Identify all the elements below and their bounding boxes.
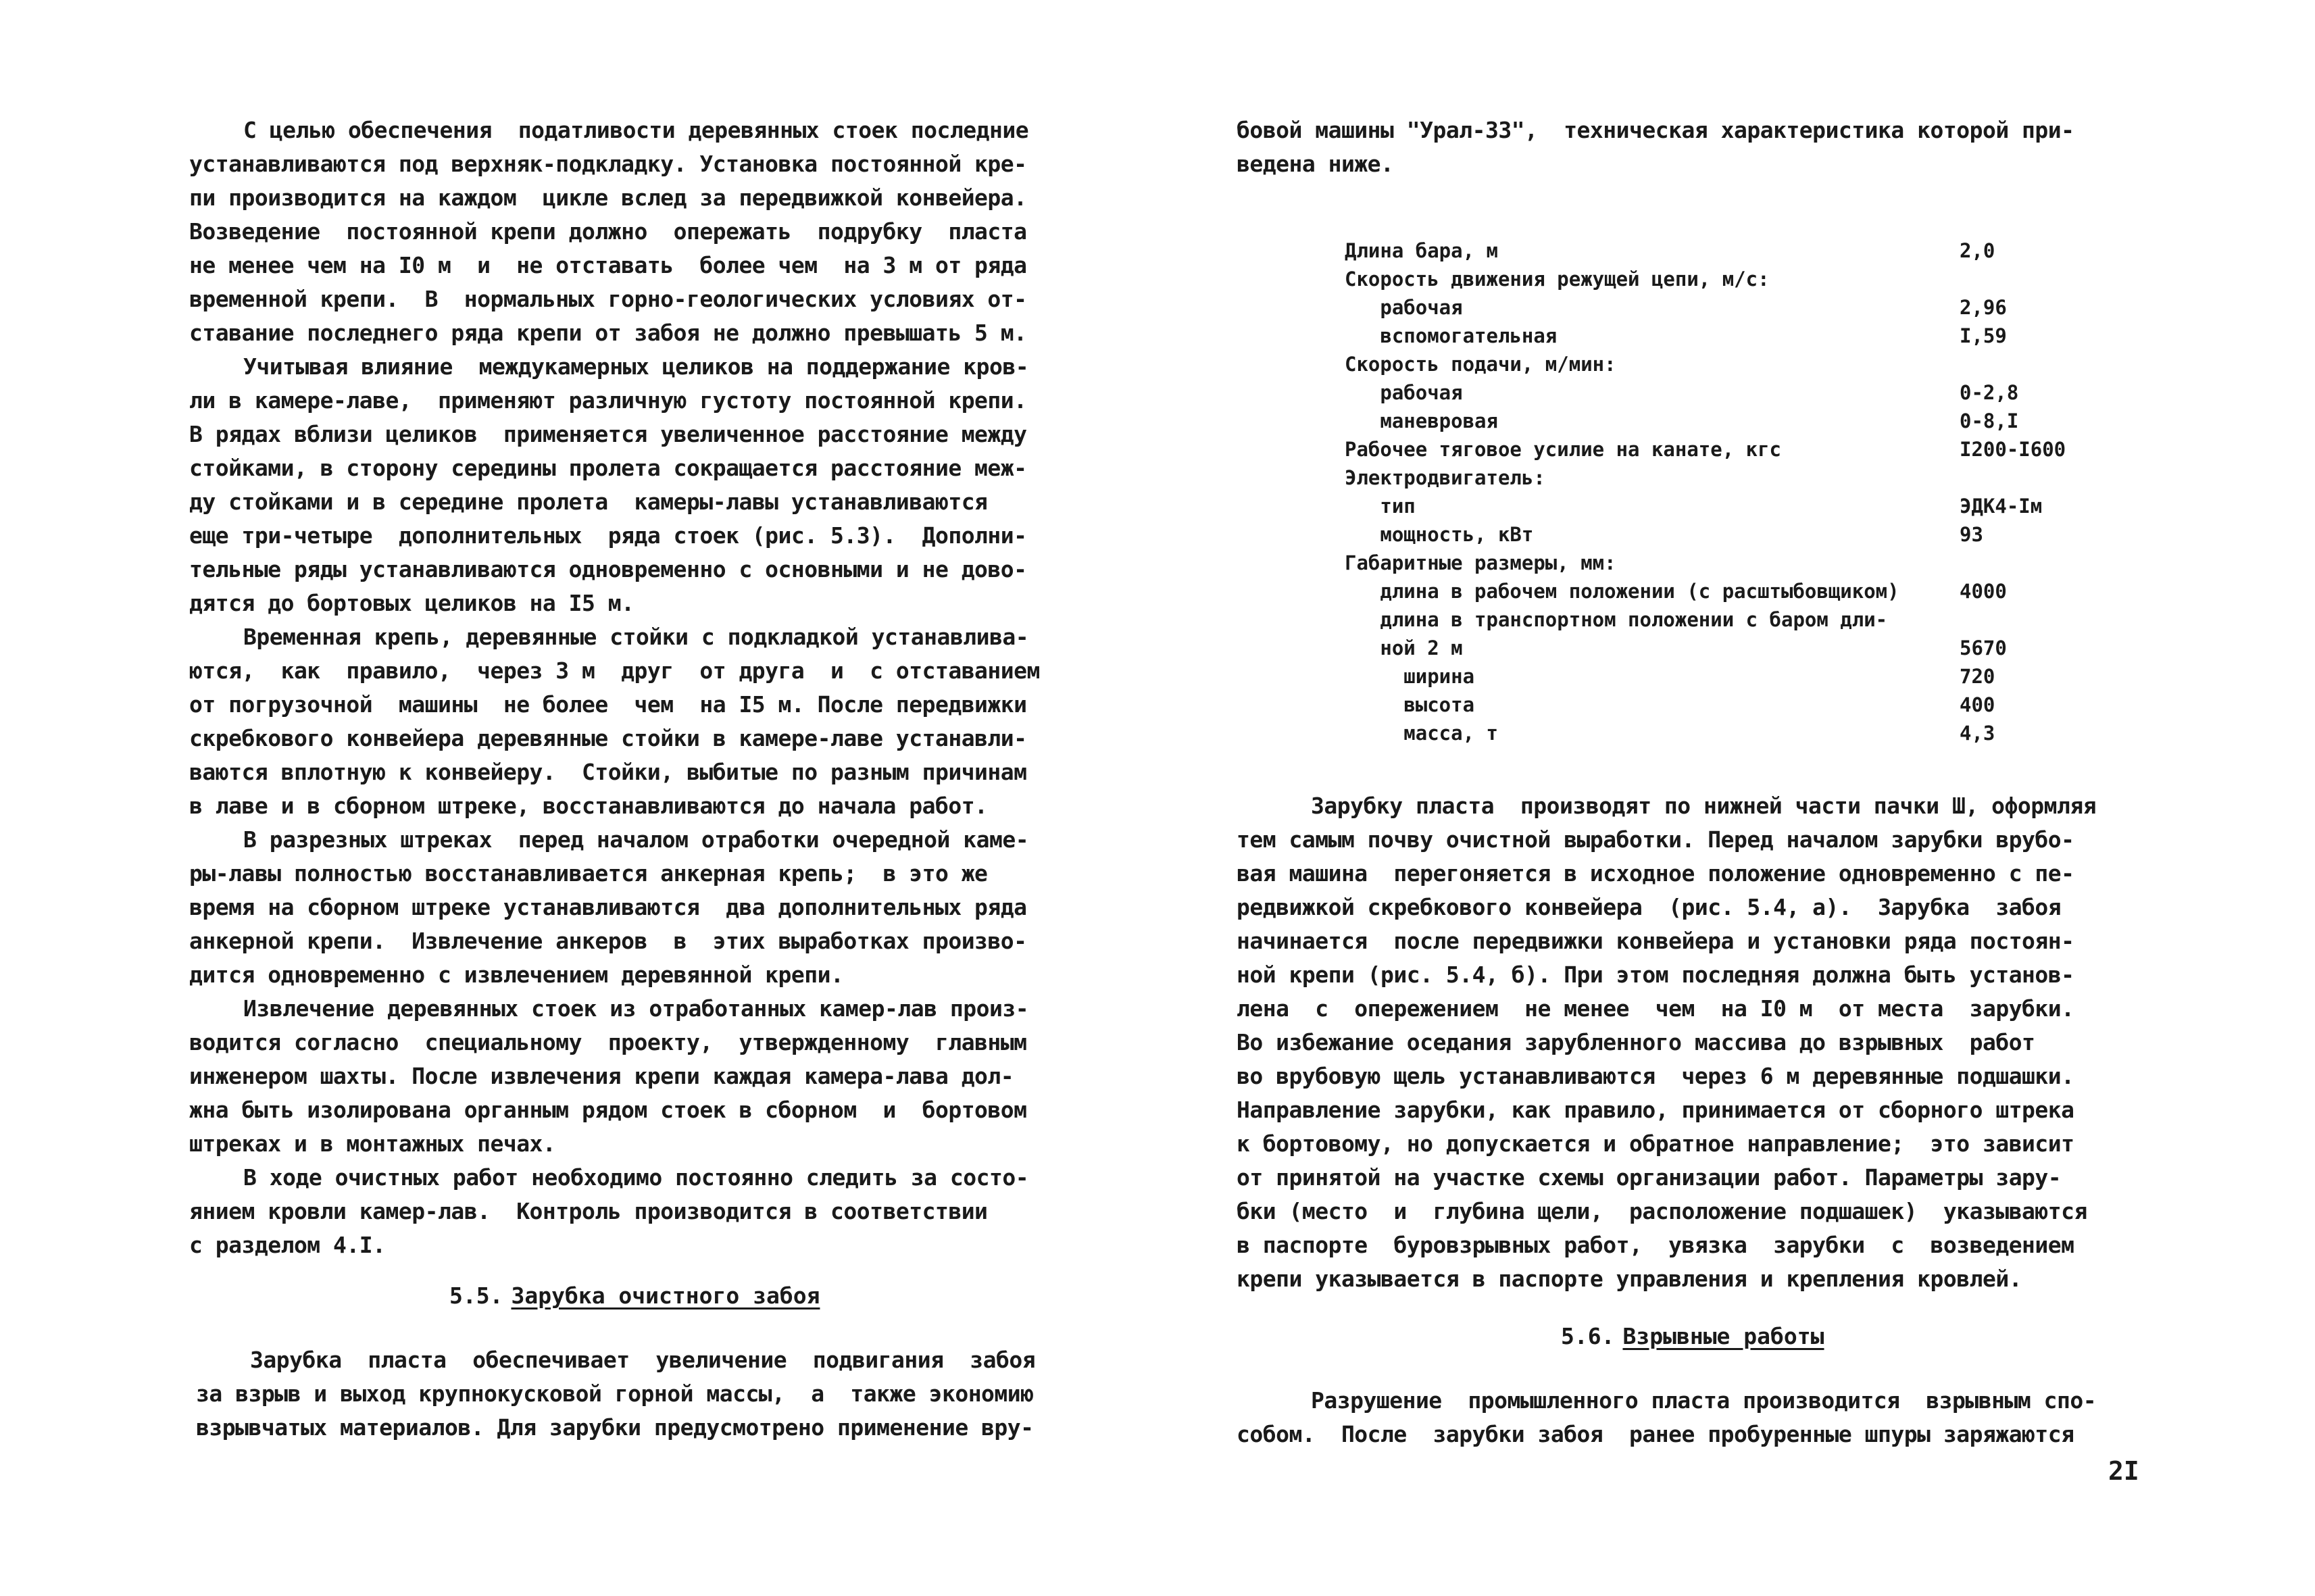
spec-value: 720	[1960, 665, 1995, 688]
body-text-line: ются, как правило, через 3 м друг от друга и с отставанием	[189, 657, 1040, 684]
spec-row	[1345, 605, 2047, 634]
spec-row	[1345, 691, 2047, 719]
body-text-line: Возведение постоянной крепи должно опережать подрубку пласта	[189, 218, 1027, 245]
spec-label: рабочая	[1345, 296, 1463, 319]
body-text-line: ду стойками и в середине пролета камеры-лавы устанавливаются	[189, 489, 988, 515]
spec-label: Рабочее тяговое усилие на канате, кгс	[1345, 438, 1782, 461]
body-text-line: Разрушение промышленного пласта производится взрывным спо-	[1311, 1387, 2097, 1414]
spec-label: высота	[1345, 693, 1475, 716]
body-text-line: Во избежание оседания зарубленного массива до взрывных работ	[1237, 1029, 2035, 1055]
spec-label: Скорость движения режущей цепи, м/с:	[1345, 268, 1770, 291]
body-text-line: от погрузочной машины не более чем на I5 м. После передвижки	[189, 691, 1027, 718]
body-text-line: ли в камере-лаве, применяют различную густоту постоянной крепи.	[189, 387, 1027, 414]
body-text-line: ры-лавы полностью восстанавливается анкерная крепь; в это же	[189, 860, 988, 887]
spec-label: ной 2 м	[1345, 637, 1463, 659]
section-heading	[1561, 1321, 1824, 1352]
spec-label: длина в рабочем положении (с расштыбовщиком)	[1345, 580, 1899, 603]
body-text-line: крепи указывается в паспорте управления и крепления кровлей.	[1237, 1266, 2022, 1292]
body-text-line: еще три-четыре дополнительных ряда стоек (рис. 5.3). Дополни-	[189, 522, 1027, 549]
spec-value: 0-2,8	[1960, 381, 2019, 404]
body-text-line: В разрезных штреках перед началом отработки очередной каме-	[243, 826, 1029, 853]
body-text-line: тем самым почву очистной выработки. Перед началом зарубки врубо-	[1237, 826, 2074, 853]
spec-row	[1345, 350, 2047, 378]
section-number: 5.6.	[1561, 1323, 1615, 1349]
page-number: 2I	[2108, 1456, 2139, 1486]
body-text-line: не менее чем на I0 м и не отставать более чем на 3 м от ряда	[189, 252, 1027, 278]
spec-label: Скорость подачи, м/мин:	[1345, 353, 1616, 376]
spec-row	[1345, 407, 2047, 435]
spec-value: 4,3	[1960, 722, 1995, 745]
body-text-line: собом. После зарубки забоя ранее пробуренные шпуры заряжаются	[1237, 1421, 2074, 1447]
spec-value: 93	[1960, 523, 1983, 546]
spec-value: 2,0	[1960, 239, 1995, 262]
body-text-line: к бортовому, но допускается и обратное направление; это зависит	[1237, 1130, 2074, 1157]
body-text-line: лена с опережением не менее чем на I0 м от места зарубки.	[1237, 995, 2074, 1022]
body-text-line: во врубовую щель устанавливаются через 6 м деревянные подшашки.	[1237, 1063, 2074, 1089]
spec-row	[1345, 492, 2047, 520]
body-text-line: бки (место и глубина щели, расположение подшашек) указываются	[1237, 1198, 2087, 1224]
body-text-line: в лаве и в сборном штреке, восстанавливаются до начала работ.	[189, 793, 988, 819]
body-text-line: тельные ряды устанавливаются одновременно с основными и не дово-	[189, 556, 1027, 582]
spec-label: Длина бара, м	[1345, 239, 1498, 262]
body-text-line: Зарубку пласта производят по нижней части пачки Ш, оформляя	[1311, 793, 2097, 819]
body-text-line: стойками, в сторону середины пролета сокращается расстояние меж-	[189, 455, 1027, 481]
section-title: Взрывные работы	[1622, 1323, 1824, 1349]
body-text-line: взрывчатых материалов. Для зарубки предусмотрено применение вру-	[196, 1414, 1034, 1441]
spec-label: мощность, кВт	[1345, 523, 1534, 546]
body-text-line: ведена ниже.	[1237, 151, 1394, 177]
spec-label: рабочая	[1345, 381, 1463, 404]
body-text-line: бовой машины "Урал-33", техническая характеристика которой при-	[1237, 117, 2074, 143]
body-text-line: вая машина перегоняется в исходное положение одновременно с пе-	[1237, 860, 2074, 887]
body-text-line: Учитывая влияние междукамерных целиков на поддержание кров-	[243, 353, 1029, 380]
body-text-line: ваются вплотную к конвейеру. Стойки, выбитые по разным причинам	[189, 759, 1027, 785]
section-number: 5.5.	[449, 1282, 503, 1309]
body-text-line: штреках и в монтажных печах.	[189, 1130, 556, 1157]
spec-row	[1345, 265, 2047, 293]
spec-row	[1345, 719, 2047, 747]
body-text-line: редвижкой скребкового конвейера (рис. 5.4, а). Зарубка забоя	[1237, 894, 2062, 920]
body-text-line: водится согласно специальному проекту, утвержденному главным	[189, 1029, 1027, 1055]
section-heading	[449, 1280, 820, 1312]
spec-label: Габаритные размеры, мм:	[1345, 551, 1616, 574]
spec-value: 5670	[1960, 637, 2007, 659]
spec-row	[1345, 435, 2066, 464]
body-text-line: Временная крепь, деревянные стойки с подкладкой устанавлива-	[243, 624, 1029, 650]
body-text-line: Извлечение деревянных стоек из отработанных камер-лав произ-	[243, 995, 1029, 1022]
body-text-line: В рядах вблизи целиков применяется увеличенное расстояние между	[189, 421, 1027, 447]
spec-row	[1345, 520, 2047, 549]
spec-value: 2,96	[1960, 296, 2007, 319]
spec-row	[1345, 293, 2047, 322]
body-text-line: в паспорте буровзрывных работ, увязка зарубки с возведением	[1237, 1232, 2074, 1258]
body-text-line: ной крепи (рис. 5.4, б). При этом последняя должна быть установ-	[1237, 962, 2074, 988]
body-text-line: ставание последнего ряда крепи от забоя не должно превышать 5 м.	[189, 320, 1027, 346]
spec-value: 0-8,I	[1960, 409, 2019, 432]
spec-label: масса, т	[1345, 722, 1498, 745]
spec-value: 4000	[1960, 580, 2007, 603]
spec-value: I200-I600	[1960, 438, 2066, 461]
body-text-line: начинается после передвижки конвейера и установки ряда постоян-	[1237, 928, 2074, 954]
body-text-line: с разделом 4.I.	[189, 1232, 386, 1258]
body-text-line: Направление зарубки, как правило, принимается от сборного штрека	[1237, 1097, 2074, 1123]
spec-value: ЭДК4-Iм	[1960, 495, 2043, 518]
body-text-line: Зарубка пласта обеспечивает увеличение подвигания забоя	[250, 1347, 1036, 1373]
body-text-line: от принятой на участке схемы организации работ. Параметры зару-	[1237, 1164, 2062, 1191]
body-text-line: время на сборном штреке устанавливаются два дополнительных ряда	[189, 894, 1027, 920]
spec-label: ширина	[1345, 665, 1475, 688]
spec-label: маневровая	[1345, 409, 1498, 432]
spec-row	[1345, 634, 2047, 662]
body-text-line: В ходе очистных работ необходимо постоянно следить за состо-	[243, 1164, 1029, 1191]
body-text-line: жна быть изолирована органным рядом стоек в сборном и бортовом	[189, 1097, 1027, 1123]
spec-value: I,59	[1960, 324, 2007, 347]
body-text-line: устанавливаются под верхняк-подкладку. Установка постоянной кре-	[189, 151, 1027, 177]
spec-row	[1345, 322, 2047, 350]
spec-row	[1345, 577, 2047, 605]
spec-label: тип	[1345, 495, 1416, 518]
spec-row	[1345, 236, 2047, 265]
body-text-line: С целью обеспечения податливости деревянных стоек последние	[243, 117, 1029, 143]
body-text-line: анкерной крепи. Извлечение анкеров в этих выработках произво-	[189, 928, 1027, 954]
body-text-line: скребкового конвейера деревянные стойки в камере-лаве устанавли-	[189, 725, 1027, 751]
spec-row	[1345, 662, 2047, 691]
spec-row	[1345, 464, 2047, 492]
spec-row	[1345, 549, 2047, 577]
body-text-line: инженером шахты. После извлечения крепи каждая камера-лава дол-	[189, 1063, 1014, 1089]
spec-value: 400	[1960, 693, 1995, 716]
body-text-line: пи производится на каждом цикле вслед за передвижкой конвейера.	[189, 184, 1027, 211]
body-text-line: дятся до бортовых целиков на I5 м.	[189, 590, 634, 616]
body-text-line: временной крепи. В нормальных горно-геологических условиях от-	[189, 286, 1027, 312]
body-text-line: за взрыв и выход крупнокусковой горной массы, а также экономию	[196, 1380, 1034, 1407]
spec-label: Электродвигатель:	[1345, 466, 1545, 489]
spec-row	[1345, 378, 2047, 407]
body-text-line: дится одновременно с извлечением деревянной крепи.	[189, 962, 844, 988]
spec-label: длина в транспортном положении с баром дли-	[1345, 608, 1888, 631]
body-text-line: янием кровли камер-лав. Контроль производится в соответствии	[189, 1198, 988, 1224]
section-title: Зарубка очистного забоя	[511, 1282, 820, 1309]
spec-label: вспомогательная	[1345, 324, 1558, 347]
